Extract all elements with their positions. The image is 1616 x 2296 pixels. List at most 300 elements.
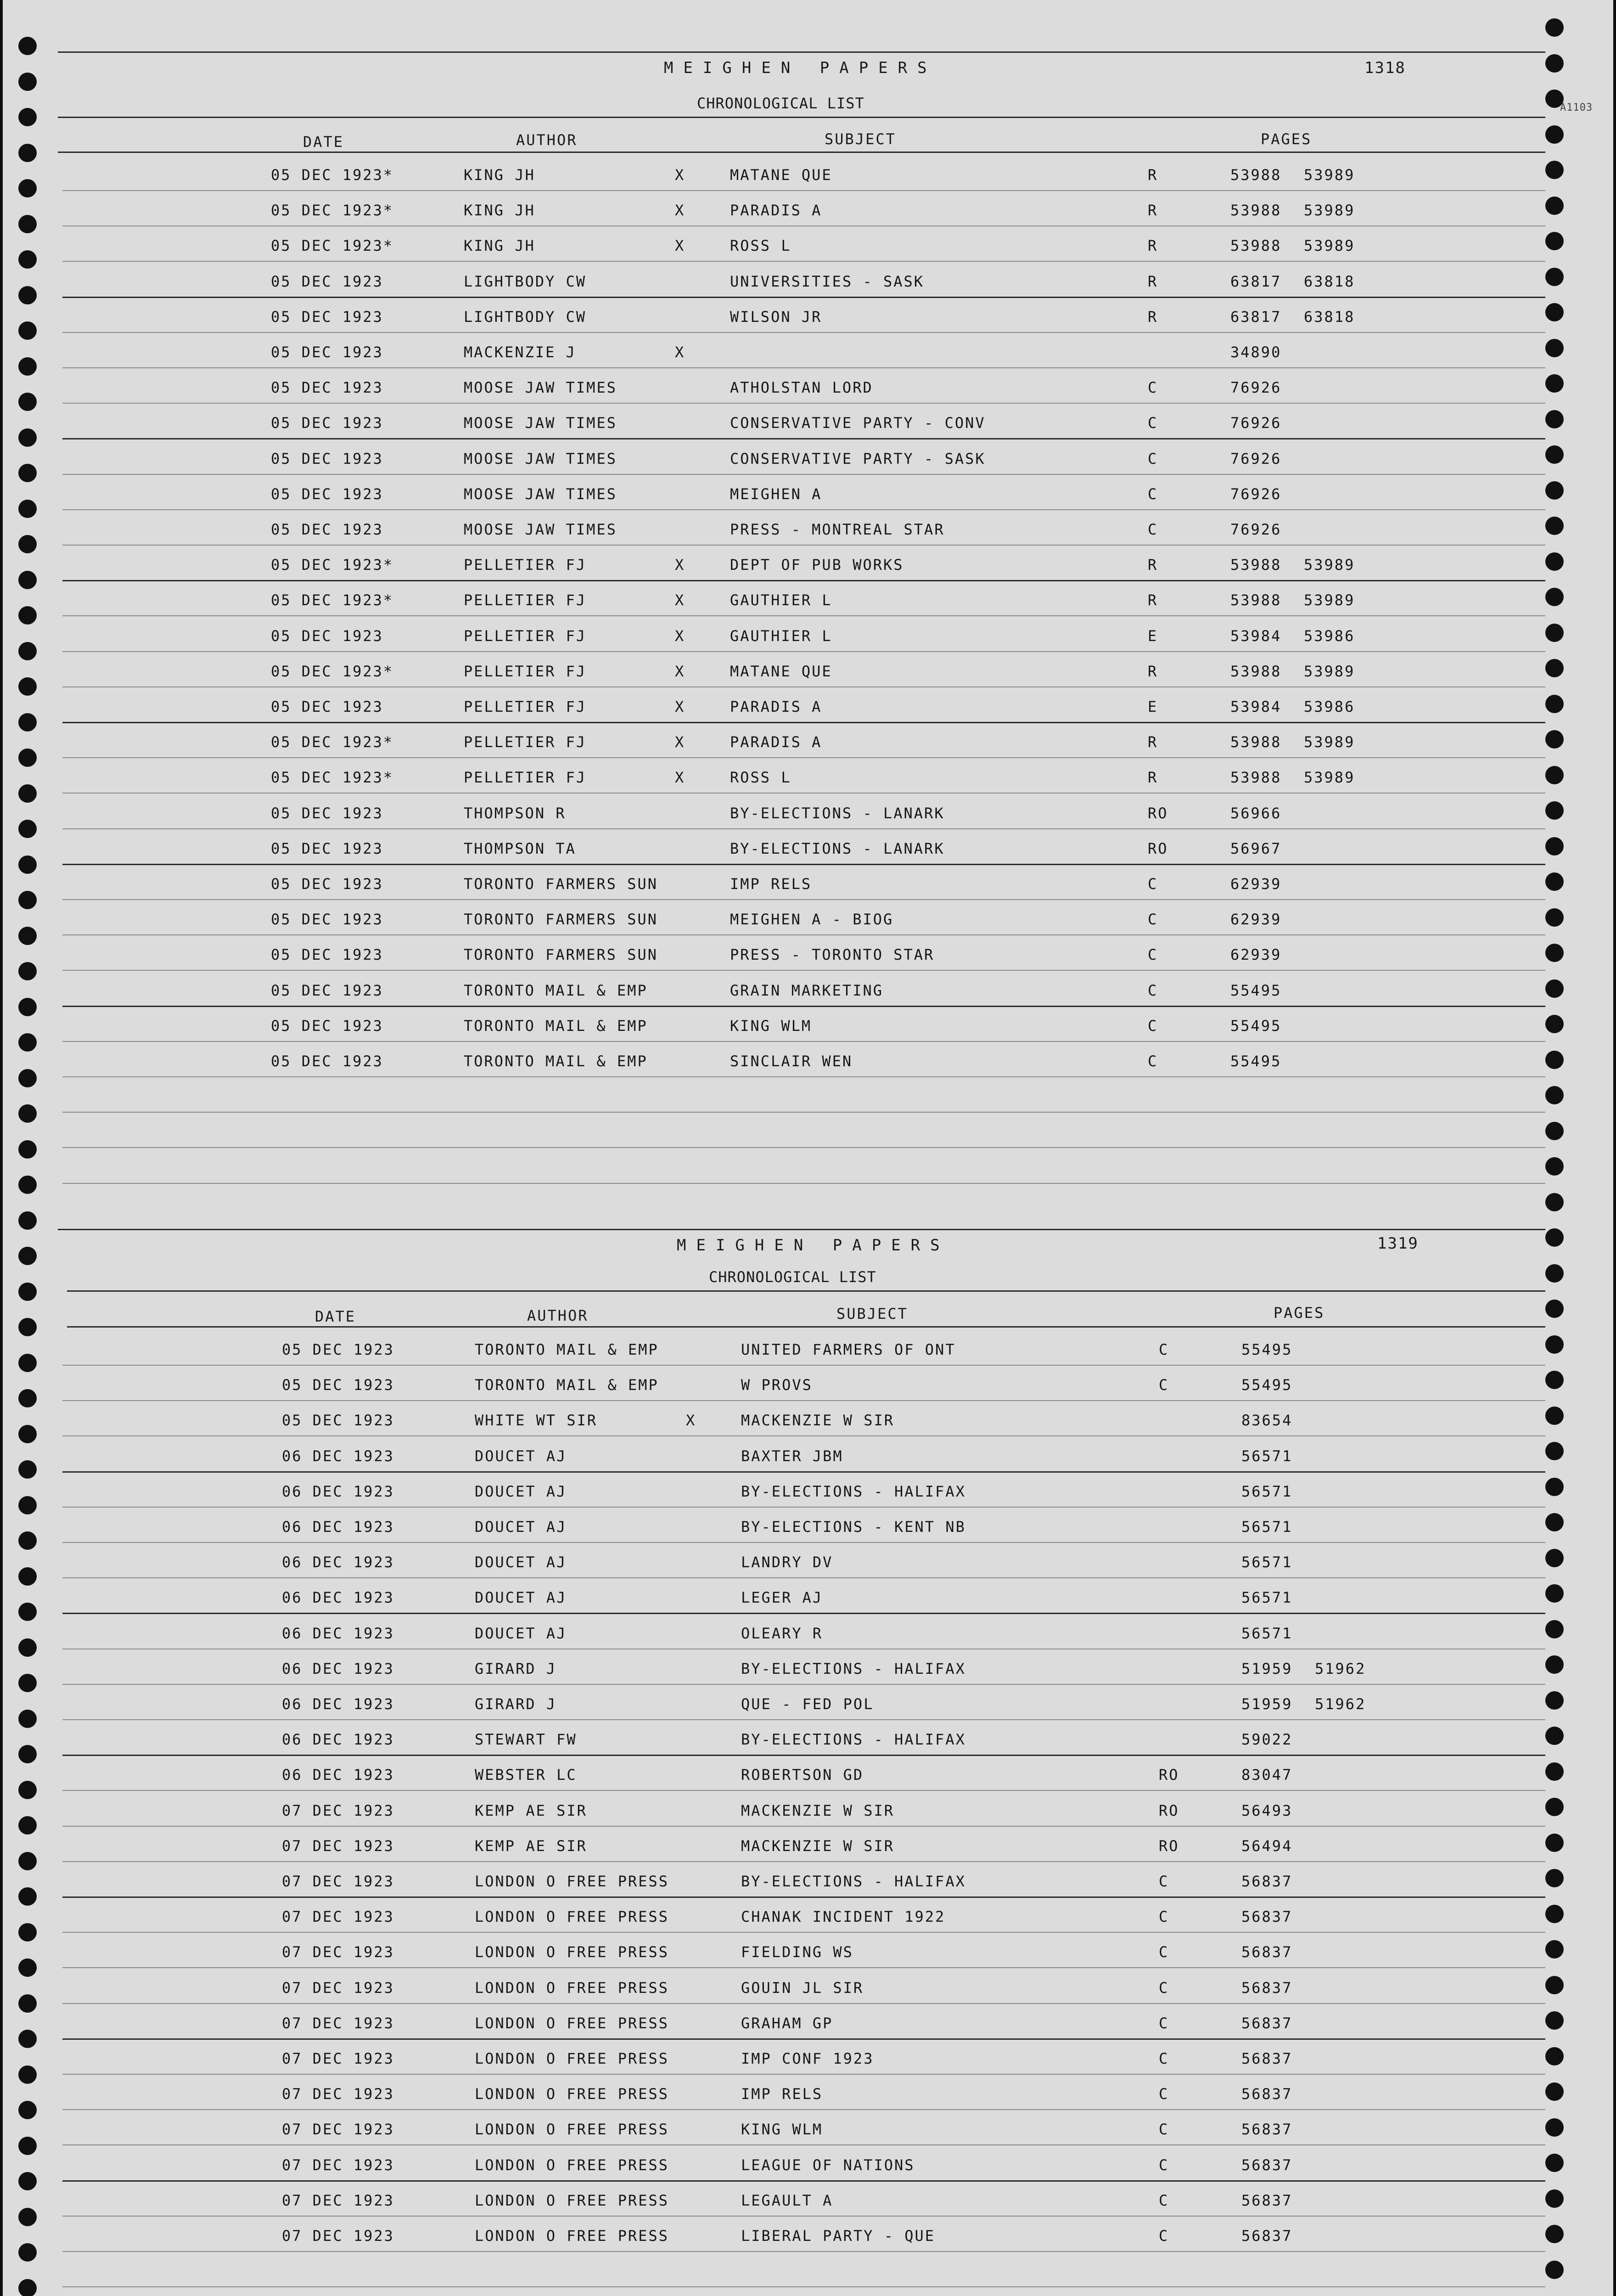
entry-subject: CONSERVATIVE PARTY - SASK xyxy=(730,450,986,467)
entry-author: LONDON O FREE PRESS xyxy=(475,2121,669,2138)
entry-subject: PRESS - MONTREAL STAR xyxy=(730,521,945,538)
entry-author: PELLETIER FJ xyxy=(464,698,587,715)
entry-author: KEMP AE SIR xyxy=(475,1801,587,1819)
row-rule xyxy=(62,1719,1545,1720)
entry-date: 07 DEC 1923 xyxy=(282,1837,394,1855)
entry-subject: ROSS L xyxy=(730,769,791,787)
table-row xyxy=(282,1589,1521,1624)
entry-code: C xyxy=(1148,981,1158,999)
entry-date: 05 DEC 1923 xyxy=(271,414,383,432)
continuous-form-paper xyxy=(3,0,1613,2296)
table-row xyxy=(282,1908,1521,1943)
entry-code: C xyxy=(1159,2085,1169,2103)
entry-author: WEBSTER LC xyxy=(475,1766,577,1784)
blank-form-line xyxy=(62,1112,1545,1113)
entry-page-start: 76926 xyxy=(1230,450,1282,467)
entry-author: DOUCET AJ xyxy=(475,1518,567,1536)
entry-page-start: 56837 xyxy=(1241,2014,1293,2032)
entry-code: C xyxy=(1159,1908,1169,1926)
entry-subject: BY-ELECTIONS - HALIFAX xyxy=(741,1482,966,1500)
entry-author: MACKENZIE J xyxy=(464,343,576,361)
entry-date: 07 DEC 1923 xyxy=(282,1908,394,1926)
entry-x-flag: X xyxy=(675,627,685,645)
entry-author: LIGHTBODY CW xyxy=(464,308,587,326)
header-date: DATE xyxy=(303,133,344,151)
entry-code: C xyxy=(1159,2191,1169,2209)
entry-author: DOUCET AJ xyxy=(475,1589,567,1607)
entry-subject: GOUIN JL SIR xyxy=(741,1979,864,1997)
row-rule xyxy=(62,403,1545,404)
table-row xyxy=(282,1802,1521,1837)
row-rule xyxy=(62,1790,1545,1791)
row-rule xyxy=(62,225,1545,226)
table-row xyxy=(282,1376,1521,1411)
entry-page-start: 56837 xyxy=(1241,1873,1293,1890)
entry-code: C xyxy=(1148,911,1158,929)
entry-code: RO xyxy=(1148,804,1168,822)
table-row xyxy=(282,1483,1521,1518)
entry-subject: SINCLAIR WEN xyxy=(730,1052,853,1070)
entry-subject: GAUTHIER L xyxy=(730,627,832,645)
entry-page-start: 56571 xyxy=(1241,1447,1293,1465)
entry-code: R xyxy=(1148,591,1158,609)
table-row xyxy=(271,769,1510,804)
header-pages: PAGES xyxy=(1261,130,1312,148)
entry-code: R xyxy=(1148,237,1158,255)
entry-author: DOUCET AJ xyxy=(475,1624,567,1642)
entry-code: RO xyxy=(1159,1766,1179,1784)
entry-author: LONDON O FREE PRESS xyxy=(475,1873,669,1890)
entry-date: 05 DEC 1923 xyxy=(271,627,383,645)
entry-code: C xyxy=(1159,1376,1169,1394)
entry-subject: W PROVS xyxy=(741,1376,813,1394)
entry-subject: ROBERTSON GD xyxy=(741,1766,864,1784)
entry-date: 07 DEC 1923 xyxy=(282,2156,394,2174)
top-rule xyxy=(58,51,1545,53)
entry-date: 05 DEC 1923 xyxy=(271,981,383,999)
entry-code: RO xyxy=(1148,839,1168,857)
entry-page-start: 53984 xyxy=(1230,627,1282,645)
row-rule xyxy=(62,864,1545,865)
table-row xyxy=(282,1873,1521,1908)
list-subtitle: CHRONOLOGICAL LIST xyxy=(697,95,864,112)
entry-code: C xyxy=(1148,485,1158,503)
entry-date: 05 DEC 1923 xyxy=(271,1017,383,1035)
entry-x-flag: X xyxy=(675,591,685,609)
entry-page-start: 56837 xyxy=(1241,2191,1293,2209)
entry-date: 05 DEC 1923* xyxy=(271,556,394,574)
entry-author: THOMPSON R xyxy=(464,804,566,822)
entry-page-end: 63818 xyxy=(1304,272,1355,290)
entry-author: TORONTO MAIL & EMP xyxy=(464,1052,648,1070)
entry-code: E xyxy=(1148,698,1158,715)
entry-author: PELLETIER FJ xyxy=(464,556,587,574)
entry-page-start: 56571 xyxy=(1241,1624,1293,1642)
entry-x-flag: X xyxy=(675,237,685,255)
entry-subject: MACKENZIE W SIR xyxy=(741,1412,894,1429)
row-rule xyxy=(62,261,1545,262)
row-rule xyxy=(62,2074,1545,2075)
entry-page-start: 56837 xyxy=(1241,2227,1293,2245)
entry-date: 07 DEC 1923 xyxy=(282,2191,394,2209)
entry-subject: CHANAK INCIDENT 1922 xyxy=(741,1908,946,1926)
row-rule xyxy=(62,2251,1545,2252)
entry-author: LONDON O FREE PRESS xyxy=(475,2085,669,2103)
entry-code: E xyxy=(1148,627,1158,645)
entry-page-end: 53989 xyxy=(1304,202,1355,219)
entry-subject: WILSON JR xyxy=(730,308,822,326)
table-row xyxy=(282,1341,1521,1376)
entry-page-start: 53988 xyxy=(1230,237,1282,255)
entry-date: 06 DEC 1923 xyxy=(282,1695,394,1713)
entry-date: 05 DEC 1923 xyxy=(271,485,383,503)
header-date: DATE xyxy=(315,1308,356,1325)
entry-author: DOUCET AJ xyxy=(475,1553,567,1571)
entry-subject: PARADIS A xyxy=(730,202,822,219)
row-rule xyxy=(62,1507,1545,1508)
entry-subject: KING WLM xyxy=(730,1017,812,1035)
entry-page-start: 51959 xyxy=(1241,1695,1293,1713)
entry-subject: UNIVERSITIES - SASK xyxy=(730,272,925,290)
entry-subject: KING WLM xyxy=(741,2121,823,2138)
entry-page-end: 53989 xyxy=(1304,237,1355,255)
row-rule xyxy=(62,970,1545,971)
entry-page-end: 51962 xyxy=(1315,1695,1366,1713)
entry-author: MOOSE JAW TIMES xyxy=(464,485,617,503)
entry-subject: BY-ELECTIONS - HALIFAX xyxy=(741,1873,966,1890)
entry-date: 05 DEC 1923 xyxy=(271,839,383,857)
entry-author: THOMPSON TA xyxy=(464,839,576,857)
table-row xyxy=(271,982,1510,1017)
subtitle-rule xyxy=(67,1290,1545,1292)
entry-page-end: 53989 xyxy=(1304,662,1355,680)
table-row xyxy=(282,1412,1521,1446)
entry-page-start: 55495 xyxy=(1230,1052,1282,1070)
page-1319 xyxy=(3,1175,1613,2296)
film-mark: A1103 xyxy=(1560,102,1593,113)
row-rule xyxy=(62,580,1545,581)
row-rule xyxy=(62,2180,1545,2182)
page-1318 xyxy=(3,0,1613,1176)
entry-subject: IMP RELS xyxy=(741,2085,823,2103)
entry-code: C xyxy=(1159,1943,1169,1961)
entry-author: LONDON O FREE PRESS xyxy=(475,2050,669,2067)
blank-form-line xyxy=(62,2286,1545,2287)
list-subtitle: CHRONOLOGICAL LIST xyxy=(709,1268,876,1286)
row-rule xyxy=(62,545,1545,546)
row-rule xyxy=(62,1861,1545,1862)
entry-author: KING JH xyxy=(464,237,535,255)
entry-date: 05 DEC 1923* xyxy=(271,662,394,680)
table-row xyxy=(271,450,1510,485)
row-rule xyxy=(62,1471,1545,1473)
entry-page-start: 59022 xyxy=(1241,1731,1293,1749)
table-row xyxy=(282,1660,1521,1695)
table-row xyxy=(282,1766,1521,1801)
entry-date: 07 DEC 1923 xyxy=(282,2050,394,2067)
entry-date: 05 DEC 1923 xyxy=(271,875,383,893)
table-row xyxy=(282,1731,1521,1766)
entry-author: KEMP AE SIR xyxy=(475,1837,587,1855)
entry-page-start: 55495 xyxy=(1230,1017,1282,1035)
entry-author: TORONTO MAIL & EMP xyxy=(464,981,648,999)
entry-code: C xyxy=(1159,1341,1169,1358)
entry-subject: MATANE QUE xyxy=(730,166,832,184)
table-row xyxy=(282,2192,1521,2227)
entry-date: 06 DEC 1923 xyxy=(282,1553,394,1571)
entry-date: 06 DEC 1923 xyxy=(282,1766,394,1784)
entry-date: 05 DEC 1923 xyxy=(282,1341,394,1358)
entry-subject: LANDRY DV xyxy=(741,1553,833,1571)
table-row xyxy=(282,1695,1521,1730)
table-row xyxy=(271,911,1510,945)
header-author: AUTHOR xyxy=(516,131,578,149)
table-row xyxy=(271,414,1510,449)
entry-author: KING JH xyxy=(464,166,535,184)
row-rule xyxy=(62,2216,1545,2217)
entry-page-start: 56967 xyxy=(1230,839,1282,857)
entry-page-start: 56837 xyxy=(1241,1908,1293,1926)
row-rule xyxy=(62,1613,1545,1614)
entry-author: LONDON O FREE PRESS xyxy=(475,2227,669,2245)
entry-date: 07 DEC 1923 xyxy=(282,1873,394,1890)
entry-date: 05 DEC 1923 xyxy=(271,272,383,290)
entry-page-end: 53989 xyxy=(1304,166,1355,184)
entry-subject: LIBERAL PARTY - QUE xyxy=(741,2227,936,2245)
entry-subject: CONSERVATIVE PARTY - CONV xyxy=(730,414,986,432)
entry-page-start: 55495 xyxy=(1241,1376,1293,1394)
header-rule xyxy=(67,1326,1545,1328)
entry-author: PELLETIER FJ xyxy=(464,591,587,609)
entry-x-flag: X xyxy=(675,662,685,680)
row-rule xyxy=(62,2144,1545,2145)
entry-subject: LEGER AJ xyxy=(741,1589,823,1607)
row-rule xyxy=(62,2109,1545,2110)
entry-page-start: 56571 xyxy=(1241,1553,1293,1571)
entry-page-start: 55495 xyxy=(1230,981,1282,999)
header-subject: SUBJECT xyxy=(825,130,896,148)
entry-author: STEWART FW xyxy=(475,1731,577,1749)
table-row xyxy=(282,1943,1521,1978)
entry-subject: BY-ELECTIONS - LANARK xyxy=(730,839,945,857)
entry-author: LONDON O FREE PRESS xyxy=(475,1908,669,1926)
entry-page-start: 56571 xyxy=(1241,1589,1293,1607)
entry-page-end: 53989 xyxy=(1304,591,1355,609)
entry-subject: MACKENZIE W SIR xyxy=(741,1801,894,1819)
entry-date: 05 DEC 1923* xyxy=(271,591,394,609)
entry-date: 05 DEC 1923* xyxy=(271,237,394,255)
row-rule xyxy=(62,1896,1545,1898)
row-rule xyxy=(62,757,1545,758)
table-row xyxy=(271,663,1510,698)
row-rule xyxy=(62,615,1545,616)
entry-author: WHITE WT SIR xyxy=(475,1412,598,1429)
entry-author: LONDON O FREE PRESS xyxy=(475,2014,669,2032)
row-rule xyxy=(62,474,1545,475)
entry-page-start: 53984 xyxy=(1230,698,1282,715)
entry-page-start: 53988 xyxy=(1230,769,1282,787)
entry-code: R xyxy=(1148,272,1158,290)
table-row xyxy=(282,1447,1521,1482)
entry-author: LONDON O FREE PRESS xyxy=(475,1979,669,1997)
row-rule xyxy=(62,1826,1545,1827)
entry-subject: LEAGUE OF NATIONS xyxy=(741,2156,915,2174)
entry-date: 05 DEC 1923* xyxy=(271,733,394,751)
entry-subject: GAUTHIER L xyxy=(730,591,832,609)
entry-author: GIRARD J xyxy=(475,1695,557,1713)
entry-author: PELLETIER FJ xyxy=(464,627,587,645)
row-rule xyxy=(62,1006,1545,1007)
blank-form-line xyxy=(62,1147,1545,1148)
entry-page-start: 63817 xyxy=(1230,308,1282,326)
header-pages: PAGES xyxy=(1274,1304,1325,1322)
table-row xyxy=(271,1017,1510,1052)
entry-author: TORONTO FARMERS SUN xyxy=(464,946,658,964)
entry-code: RO xyxy=(1159,1801,1179,1819)
entry-x-flag: X xyxy=(675,698,685,715)
row-rule xyxy=(62,651,1545,652)
entry-page-start: 56966 xyxy=(1230,804,1282,822)
entry-page-end: 51962 xyxy=(1315,1660,1366,1677)
header-rule xyxy=(58,152,1545,153)
entry-x-flag: X xyxy=(675,343,685,361)
entry-subject: GRAHAM GP xyxy=(741,2014,833,2032)
entry-page-start: 56837 xyxy=(1241,2050,1293,2067)
entry-author: MOOSE JAW TIMES xyxy=(464,414,617,432)
entry-code: C xyxy=(1159,2227,1169,2245)
table-row xyxy=(271,591,1510,626)
entry-code: C xyxy=(1148,521,1158,538)
entry-subject: MACKENZIE W SIR xyxy=(741,1837,894,1855)
top-rule xyxy=(58,1229,1545,1230)
entry-page-start: 53988 xyxy=(1230,662,1282,680)
entry-page-end: 53986 xyxy=(1304,698,1355,715)
entry-date: 05 DEC 1923* xyxy=(271,166,394,184)
row-rule xyxy=(62,1967,1545,1968)
entry-date: 06 DEC 1923 xyxy=(282,1731,394,1749)
entry-page-start: 56837 xyxy=(1241,2156,1293,2174)
entry-date: 07 DEC 1923 xyxy=(282,1801,394,1819)
entry-page-end: 53989 xyxy=(1304,556,1355,574)
entry-date: 07 DEC 1923 xyxy=(282,2014,394,2032)
row-rule xyxy=(62,1365,1545,1366)
entry-author: LONDON O FREE PRESS xyxy=(475,1943,669,1961)
entry-page-start: 34890 xyxy=(1230,343,1282,361)
entry-subject: IMP RELS xyxy=(730,875,812,893)
row-rule xyxy=(62,1932,1545,1933)
entry-author: LONDON O FREE PRESS xyxy=(475,2156,669,2174)
entry-code: R xyxy=(1148,308,1158,326)
entry-page-start: 62939 xyxy=(1230,946,1282,964)
entry-x-flag: X xyxy=(686,1412,696,1429)
entry-code: R xyxy=(1148,556,1158,574)
entry-author: TORONTO MAIL & EMP xyxy=(475,1341,659,1358)
entry-code: RO xyxy=(1159,1837,1179,1855)
entry-page-start: 56837 xyxy=(1241,1979,1293,1997)
entry-subject: MEIGHEN A - BIOG xyxy=(730,911,894,929)
entry-code: C xyxy=(1148,379,1158,397)
entry-code: C xyxy=(1148,1017,1158,1035)
entry-author: KING JH xyxy=(464,202,535,219)
entry-author: DOUCET AJ xyxy=(475,1447,567,1465)
table-row xyxy=(282,2015,1521,2049)
entry-page-start: 51959 xyxy=(1241,1660,1293,1677)
table-row xyxy=(271,521,1510,556)
table-row xyxy=(271,627,1510,662)
row-rule xyxy=(62,2038,1545,2040)
row-rule xyxy=(62,509,1545,510)
entry-code: C xyxy=(1159,2121,1169,2138)
entry-code: C xyxy=(1148,450,1158,467)
table-row xyxy=(282,1518,1521,1553)
table-row xyxy=(282,2227,1521,2262)
entry-page-start: 53988 xyxy=(1230,591,1282,609)
table-row xyxy=(271,166,1510,201)
entry-author: PELLETIER FJ xyxy=(464,769,587,787)
entry-date: 05 DEC 1923 xyxy=(271,911,383,929)
table-row xyxy=(271,273,1510,308)
entry-date: 05 DEC 1923 xyxy=(271,379,383,397)
table-row xyxy=(271,698,1510,733)
row-rule xyxy=(62,438,1545,439)
entry-subject: IMP CONF 1923 xyxy=(741,2050,874,2067)
entry-date: 05 DEC 1923 xyxy=(271,946,383,964)
row-rule xyxy=(62,297,1545,298)
entry-page-start: 56571 xyxy=(1241,1482,1293,1500)
entry-author: PELLETIER FJ xyxy=(464,662,587,680)
entry-subject: BY-ELECTIONS - HALIFAX xyxy=(741,1731,966,1749)
entry-author: PELLETIER FJ xyxy=(464,733,587,751)
entry-x-flag: X xyxy=(675,556,685,574)
entry-date: 05 DEC 1923 xyxy=(271,804,383,822)
entry-date: 05 DEC 1923 xyxy=(271,343,383,361)
table-row xyxy=(271,308,1510,343)
entry-page-start: 83654 xyxy=(1241,1412,1293,1429)
entry-subject: UNITED FARMERS OF ONT xyxy=(741,1341,956,1358)
entry-date: 06 DEC 1923 xyxy=(282,1518,394,1536)
row-rule xyxy=(62,1400,1545,1401)
entry-subject: DEPT OF PUB WORKS xyxy=(730,556,904,574)
entry-page-start: 76926 xyxy=(1230,521,1282,538)
entry-page-start: 53988 xyxy=(1230,733,1282,751)
entry-page-start: 56837 xyxy=(1241,2121,1293,2138)
entry-subject: MATANE QUE xyxy=(730,662,832,680)
table-row xyxy=(282,1625,1521,1660)
entry-subject: BY-ELECTIONS - LANARK xyxy=(730,804,945,822)
header-subject: SUBJECT xyxy=(836,1305,908,1322)
entry-subject: BY-ELECTIONS - KENT NB xyxy=(741,1518,966,1536)
entry-page-start: 63817 xyxy=(1230,272,1282,290)
entry-x-flag: X xyxy=(675,202,685,219)
entry-date: 05 DEC 1923 xyxy=(282,1412,394,1429)
entry-subject: ATHOLSTAN LORD xyxy=(730,379,873,397)
entry-date: 06 DEC 1923 xyxy=(282,1660,394,1677)
entry-author: TORONTO FARMERS SUN xyxy=(464,911,658,929)
table-row xyxy=(282,2085,1521,2120)
entry-code: R xyxy=(1148,166,1158,184)
entry-author: DOUCET AJ xyxy=(475,1482,567,1500)
table-row xyxy=(282,2121,1521,2155)
entry-code: R xyxy=(1148,202,1158,219)
entry-page-start: 53988 xyxy=(1230,556,1282,574)
entry-page-start: 56493 xyxy=(1241,1801,1293,1819)
entry-subject: PARADIS A xyxy=(730,733,822,751)
table-row xyxy=(271,343,1510,378)
entry-code: C xyxy=(1159,2014,1169,2032)
row-rule xyxy=(62,2003,1545,2004)
table-row xyxy=(271,840,1510,875)
entry-date: 06 DEC 1923 xyxy=(282,1624,394,1642)
